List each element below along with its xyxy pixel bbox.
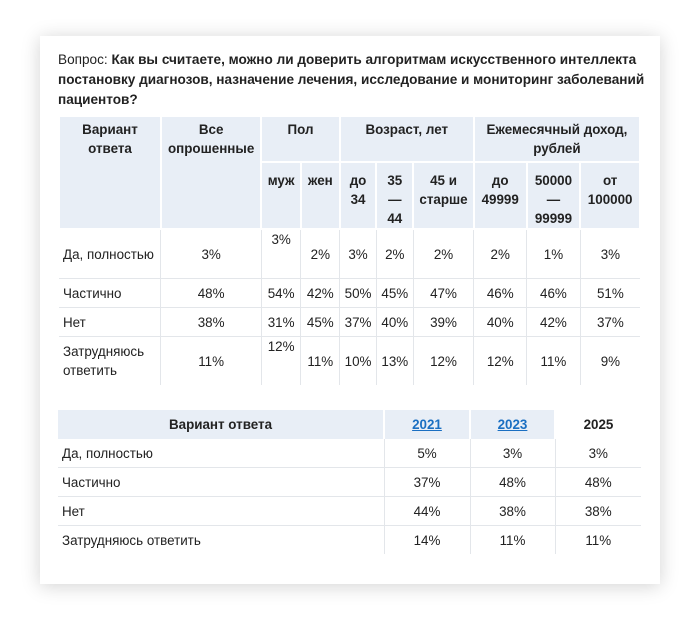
question-body: Как вы считаете, можно ли доверить алгоритмам искусственного интеллекта постановку диагнозов, назначение лечения, исследование и мониторинг заболеваний пациентов? — [58, 52, 645, 107]
cell-income-1: 2% — [474, 229, 527, 279]
header-year-2025: 2025 — [555, 410, 641, 439]
table-row — [59, 279, 640, 308]
cell-2021: 5% — [384, 439, 470, 468]
cell-2021: 37% — [384, 468, 470, 497]
cell-all: 48% — [161, 279, 261, 308]
header-male: муж — [261, 162, 301, 229]
header-gender: Пол — [261, 116, 339, 162]
cell-2025: 3% — [555, 439, 641, 468]
cell-income-3: 3% — [580, 229, 640, 279]
cell-income-2: 46% — [527, 279, 581, 308]
cell-male: 12% — [261, 337, 301, 386]
table-row — [59, 337, 640, 386]
cell-2023: 48% — [470, 468, 555, 497]
results-by-group-table — [58, 115, 641, 385]
row-label: Затрудняюсь ответить — [63, 344, 145, 378]
row-label: Нет — [58, 497, 384, 526]
header-income-3: от 100000 — [580, 162, 640, 229]
cell-income-1: 12% — [474, 337, 527, 386]
cell-income-2: 42% — [527, 308, 581, 337]
cell-income-2: 11% — [527, 337, 581, 386]
cell-female: 11% — [301, 337, 340, 386]
row-label: Частично — [59, 279, 161, 308]
cell-age-2: 45% — [376, 279, 413, 308]
header-female: жен — [301, 162, 340, 229]
header-age-3: 45 и старше — [413, 162, 474, 229]
cell-age-3: 2% — [413, 229, 474, 279]
cell-2025: 38% — [555, 497, 641, 526]
table-row — [59, 308, 640, 337]
cell-age-3: 47% — [413, 279, 474, 308]
cell-all: 3% — [161, 229, 261, 279]
cell-female: 42% — [301, 279, 340, 308]
cell-2023: 3% — [470, 439, 555, 468]
header-age: Возраст, лет — [340, 116, 474, 162]
cell-age-3: 39% — [413, 308, 474, 337]
row-label: Нет — [59, 308, 161, 337]
row-label: Затрудняюсь ответить — [62, 532, 201, 548]
table-row — [58, 439, 641, 468]
year-2021-link[interactable]: 2021 — [412, 417, 442, 432]
cell-all: 11% — [161, 337, 261, 386]
cell-female: 45% — [301, 308, 340, 337]
header-all: Все опрошенные — [161, 116, 261, 229]
cell-male: 54% — [261, 279, 301, 308]
header-year-2023 — [470, 410, 555, 439]
header-age-1: до 34 — [340, 162, 377, 229]
question-text — [58, 50, 648, 110]
cell-age-2: 13% — [376, 337, 413, 386]
cell-income-3: 51% — [580, 279, 640, 308]
table-row — [58, 468, 641, 497]
cell-income-1: 40% — [474, 308, 527, 337]
cell-age-3: 12% — [413, 337, 474, 386]
cell-age-1: 10% — [340, 337, 377, 386]
table-row — [59, 229, 640, 279]
cell-income-2: 1% — [527, 229, 581, 279]
cell-2023: 11% — [470, 526, 555, 555]
header-variant: Вариант ответа — [58, 410, 384, 439]
header-age-2: 35 — 44 — [376, 162, 413, 229]
cell-male: 3% — [261, 229, 301, 279]
question-prefix: Вопрос: — [58, 52, 112, 67]
cell-age-1: 50% — [340, 279, 377, 308]
results-by-year-table — [58, 410, 641, 554]
cell-2023: 38% — [470, 497, 555, 526]
row-label: Частично — [58, 468, 384, 497]
header-income-1: до 49999 — [474, 162, 527, 229]
cell-age-1: 37% — [340, 308, 377, 337]
cell-all: 38% — [161, 308, 261, 337]
year-2023-link[interactable]: 2023 — [497, 417, 528, 432]
survey-card — [40, 36, 660, 584]
cell-age-1: 3% — [340, 229, 377, 279]
table-row — [58, 526, 641, 555]
row-label: Да, полностью — [58, 439, 384, 468]
cell-female: 2% — [301, 229, 340, 279]
header-variant: Вариант ответа — [59, 116, 161, 229]
header-income: Ежемесячный доход, рублей — [474, 116, 640, 162]
cell-2021: 44% — [384, 497, 470, 526]
cell-male: 31% — [261, 308, 301, 337]
header-year-2021 — [384, 410, 470, 439]
header-income-2: 50000 — 99999 — [527, 162, 581, 229]
cell-age-2: 2% — [376, 229, 413, 279]
cell-income-1: 46% — [474, 279, 527, 308]
row-label: Да, полностью — [59, 229, 161, 279]
cell-income-3: 37% — [580, 308, 640, 337]
cell-age-2: 40% — [376, 308, 413, 337]
cell-income-3: 9% — [580, 337, 640, 386]
cell-2025: 48% — [555, 468, 641, 497]
table-row — [58, 497, 641, 526]
cell-2025: 11% — [555, 526, 641, 555]
cell-2021: 14% — [384, 526, 470, 555]
